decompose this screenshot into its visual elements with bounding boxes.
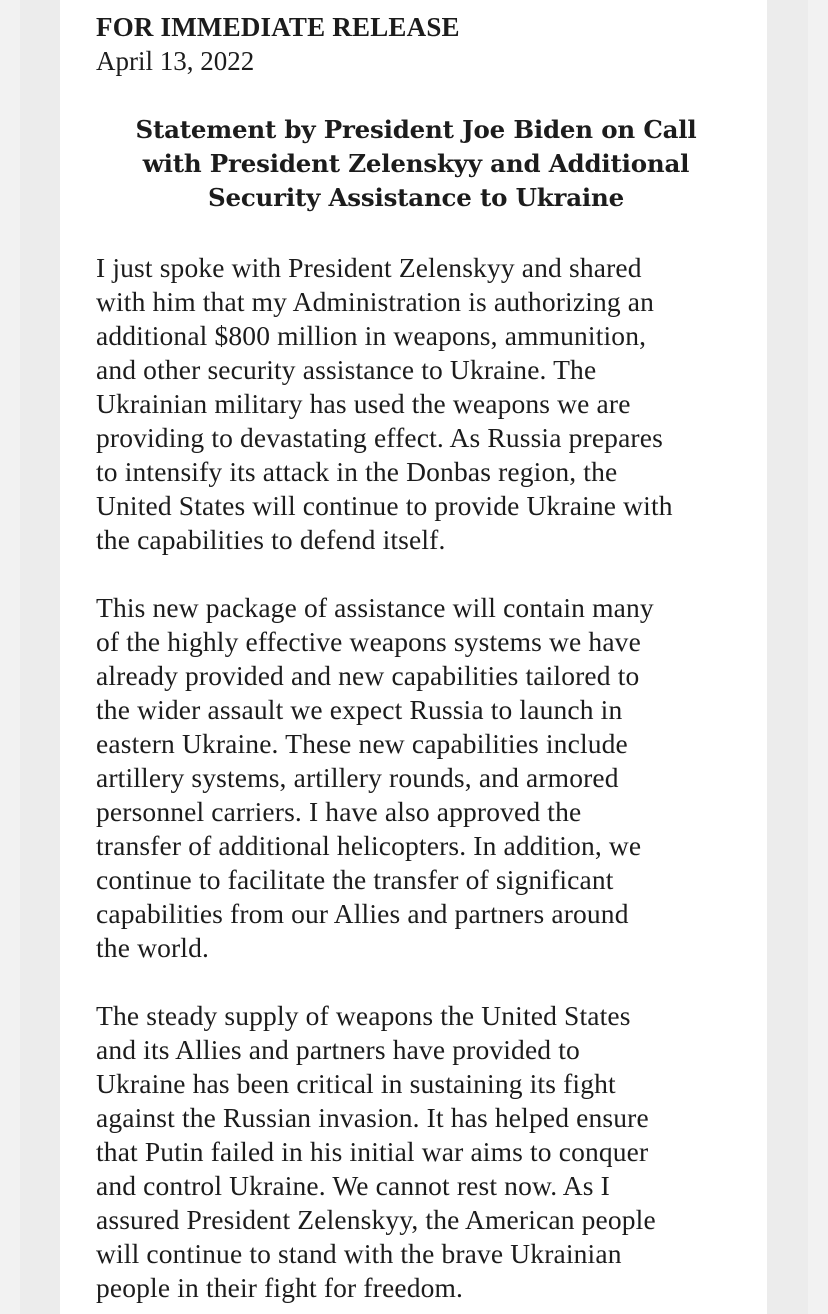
left-margin	[0, 0, 20, 1314]
text-line: with him that my Administration is authorizing an	[96, 286, 655, 317]
text-line: assured President Zelenskyy, the American people	[96, 1204, 656, 1235]
text-line: of the highly effective weapons systems we have	[96, 626, 641, 657]
text-line: against the Russian invasion. It has helped ensure	[96, 1102, 649, 1133]
paragraph-2	[96, 591, 736, 965]
paragraph-3	[96, 999, 736, 1305]
statement-title	[96, 113, 736, 215]
text-line: United States will continue to provide Ukraine with	[96, 490, 673, 521]
title-line: Statement by President Joe Biden on Call	[135, 115, 697, 144]
text-line: and its Allies and partners have provided to	[96, 1034, 580, 1065]
release-date: April 13, 2022	[96, 46, 255, 76]
document-page	[60, 0, 767, 1314]
text-line: that Putin failed in his initial war aims to conquer	[96, 1136, 649, 1167]
text-line: capabilities from our Allies and partners around	[96, 898, 629, 929]
text-line: additional $800 million in weapons, ammunition,	[96, 320, 647, 351]
text-line: people in their fight for freedom.	[96, 1272, 464, 1303]
text-line: I just spoke with President Zelenskyy and shared	[96, 252, 642, 283]
text-line: eastern Ukraine. These new capabilities include	[96, 728, 628, 759]
text-line: Ukraine has been critical in sustaining its fight	[96, 1068, 616, 1099]
text-line: artillery systems, artillery rounds, and armored	[96, 762, 619, 793]
text-line: transfer of additional helicopters. In addition, we	[96, 830, 642, 861]
text-line: providing to devastating effect. As Russia prepares	[96, 422, 663, 453]
text-line: and control Ukraine. We cannot rest now. As I	[96, 1170, 610, 1201]
paragraph-1	[96, 251, 736, 557]
text-line: will continue to stand with the brave Ukrainian	[96, 1238, 622, 1269]
text-line: the capabilities to defend itself.	[96, 524, 446, 555]
text-line: Ukrainian military has used the weapons we are	[96, 388, 631, 419]
text-line: personnel carriers. I have also approved the	[96, 796, 582, 827]
text-line: to intensify its attack in the Donbas region, the	[96, 456, 618, 487]
text-line: The steady supply of weapons the United States	[96, 1000, 631, 1031]
title-line: with President Zelenskyy and Additional	[142, 149, 690, 178]
title-line: Security Assistance to Ukraine	[207, 183, 625, 212]
press-release	[96, 10, 736, 1305]
text-line: already provided and new capabilities tailored to	[96, 660, 640, 691]
text-line: continue to facilitate the transfer of significant	[96, 864, 614, 895]
release-label: FOR IMMEDIATE RELEASE	[96, 12, 460, 42]
right-margin	[808, 0, 828, 1314]
text-line: and other security assistance to Ukraine. The	[96, 354, 597, 385]
text-line: This new package of assistance will contain many	[96, 592, 654, 623]
text-line: the world.	[96, 932, 210, 963]
text-line: the wider assault we expect Russia to launch in	[96, 694, 623, 725]
